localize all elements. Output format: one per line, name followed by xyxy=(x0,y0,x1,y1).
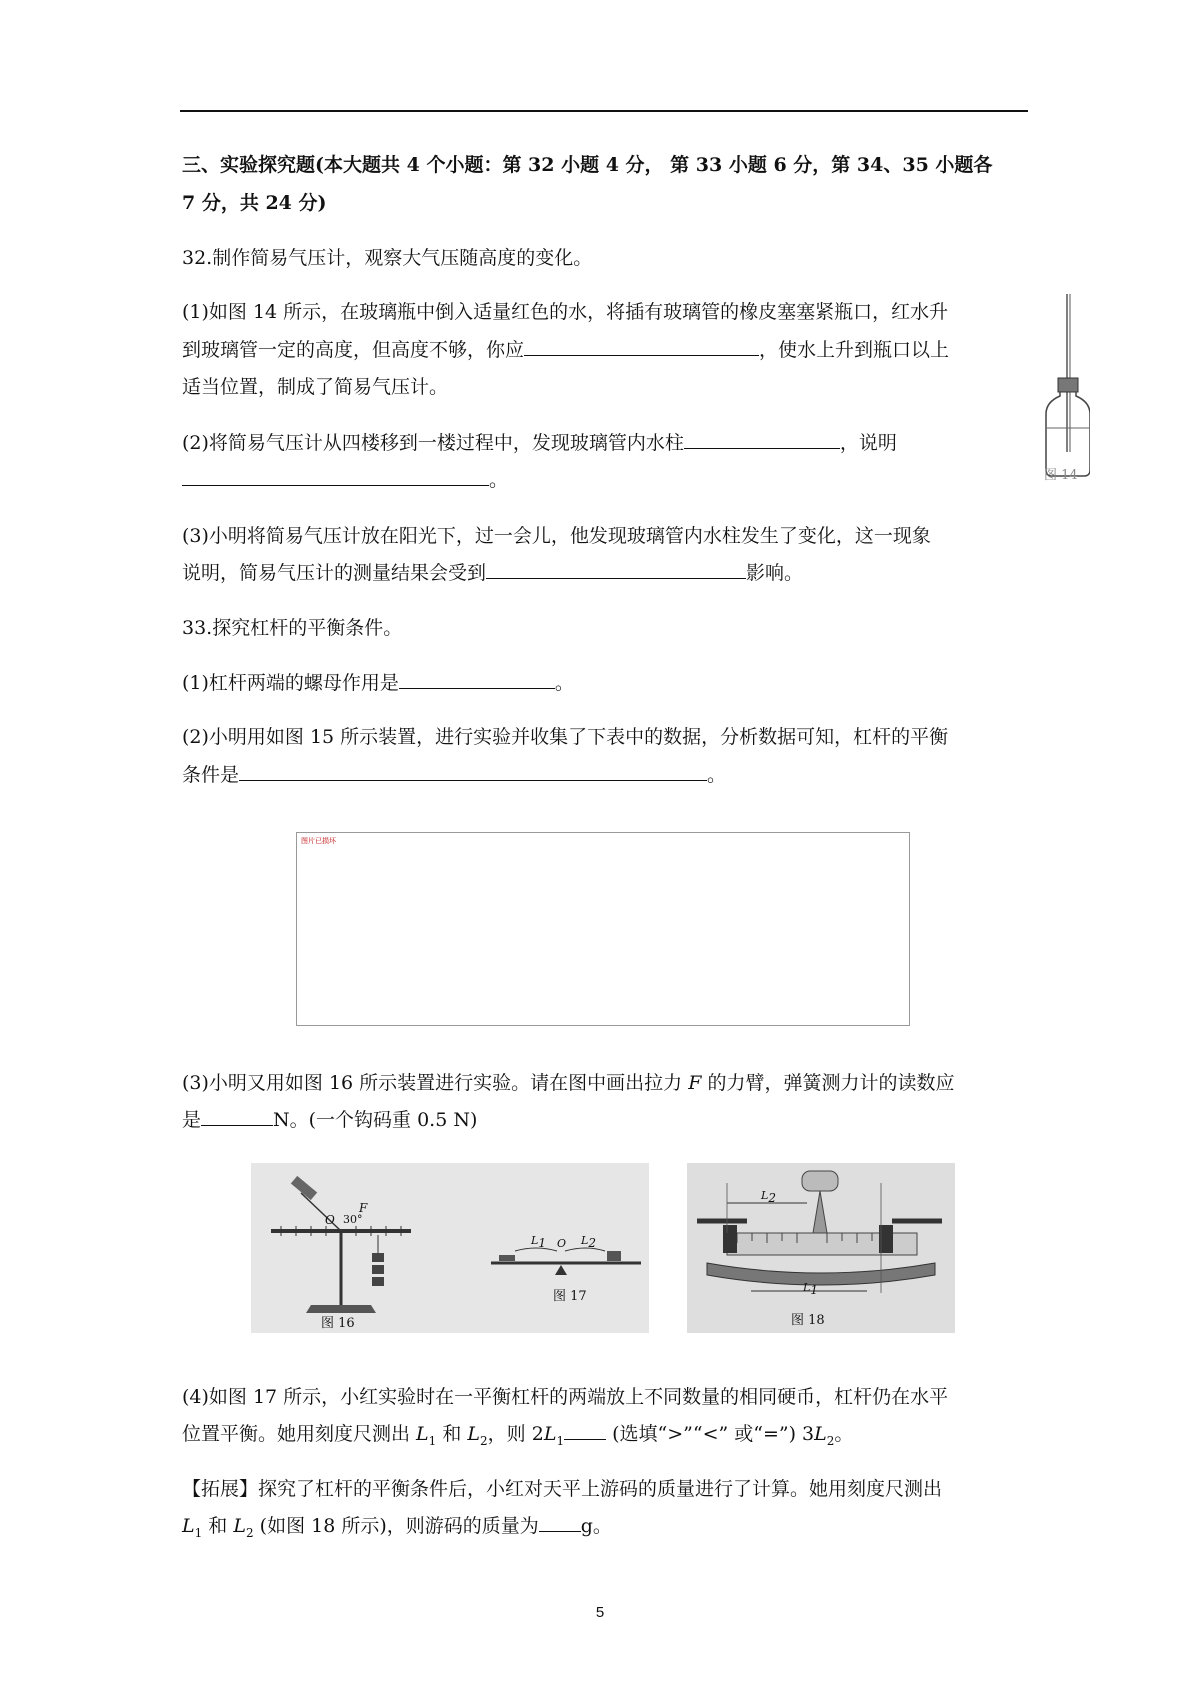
fig17-o-label: O xyxy=(557,1237,567,1250)
figure-14 xyxy=(1040,292,1090,492)
fig14-caption: 图 14 xyxy=(1044,468,1078,483)
section-title: 三、实验探究题(本大题共 4 个小题：第 32 小题 4 分， 第 33 小题 6 分，第 34、35 小题各 xyxy=(182,154,993,176)
q33-answer-blank-3[interactable] xyxy=(201,1107,273,1126)
q32-stem: 32.制作简易气压计，观察大气压随高度的变化。 xyxy=(182,247,593,269)
q33-answer-blank-4[interactable] xyxy=(564,1421,606,1440)
q32-part1-line2: 到玻璃管一定的高度，但高度不够，你应 ，使水上升到瓶口以上 xyxy=(182,339,950,361)
q33-part4-line2: 位置平衡。她用刻度尺测出 $L_1$ 和 $L_2$，则 $2L_1$ (选填“>”“<” 或“=”) $3L_2$。 xyxy=(182,1423,854,1448)
q32-answer-blank-2[interactable] xyxy=(684,430,840,449)
figure-16-17 xyxy=(251,1163,649,1333)
q32-part2-line1: (2)将简易气压计从四楼移到一楼过程中，发现玻璃管内水柱 ，说明 xyxy=(182,432,897,454)
fig16-caption: 图 16 xyxy=(321,1316,355,1331)
q33-part3-line2: 是 N。(一个钩码重 0.5 N) xyxy=(182,1109,478,1131)
balance-drawing xyxy=(687,1163,955,1333)
section-title-cont: 7 分，共 24 分) xyxy=(182,192,327,214)
q33-part2-line1: (2)小明用如图 15 所示装置，进行实验并收集了下表中的数据，分析数据可知，杠杆的平衡 xyxy=(182,726,949,748)
fig16-force-label: F xyxy=(359,1201,368,1215)
extension-line1: 【拓展】探究了杠杆的平衡条件后，小红对天平上游码的质量进行了计算。她用刻度尺测出 xyxy=(182,1478,943,1500)
fig18-l2-label: $L_2$ xyxy=(761,1189,776,1206)
broken-image-icon: 图片已损坏 xyxy=(301,838,336,845)
q33-stem: 33.探究杠杆的平衡条件。 xyxy=(182,617,403,639)
q33-part1: (1)杠杆两端的螺母作用是 。 xyxy=(182,672,574,694)
q32-answer-blank-1[interactable] xyxy=(524,337,759,356)
q32-part1-line3: 适当位置，制成了简易气压计。 xyxy=(182,376,449,398)
extension-answer-blank[interactable] xyxy=(539,1513,581,1532)
page-number: 5 xyxy=(595,1604,605,1621)
q32-part1-line1: (1)如图 14 所示，在玻璃瓶中倒入适量红色的水，将插有玻璃管的橡皮塞塞紧瓶口，红水升 xyxy=(182,301,949,323)
fig17-caption: 图 17 xyxy=(553,1289,587,1304)
q32-part3-line2: 说明，简易气压计的测量结果会受到 影响。 xyxy=(182,562,804,584)
extension-line2: $L_1$ 和 $L_2$ (如图 18 所示)，则游码的质量为 g。 xyxy=(182,1515,612,1540)
figure-18 xyxy=(687,1163,955,1333)
header-rule xyxy=(180,110,1028,112)
fig17-l2-label: $L_2$ xyxy=(581,1234,596,1251)
q32-part2-line2: 。 xyxy=(182,467,508,493)
fig16-pivot-label: O xyxy=(325,1213,335,1227)
data-table-image xyxy=(296,832,910,1026)
bottle-barometer-drawing xyxy=(1040,292,1090,492)
q33-part2-line2: 条件是 。 xyxy=(182,764,727,786)
fig16-angle-label: 30° xyxy=(343,1213,363,1226)
q33-part3-line1: (3)小明又用如图 16 所示装置进行实验。请在图中画出拉力 F 的力臂，弹簧测力计的读数应 xyxy=(182,1072,955,1094)
fig18-caption: 图 18 xyxy=(791,1313,825,1328)
fig17-l1-label: $L_1$ xyxy=(531,1234,546,1251)
q33-part4-line1: (4)如图 17 所示，小红实验时在一平衡杠杆的两端放上不同数量的相同硬币，杠杆仍在水平 xyxy=(182,1386,949,1408)
q33-answer-blank-1[interactable] xyxy=(399,670,555,689)
q32-part3-line1: (3)小明将简易气压计放在阳光下，过一会儿，他发现玻璃管内水柱发生了变化，这一现象 xyxy=(182,525,931,547)
q32-answer-blank-3[interactable] xyxy=(182,467,489,486)
fig18-l1-label: $L_1$ xyxy=(803,1281,818,1298)
q33-answer-blank-2[interactable] xyxy=(239,762,707,781)
q32-answer-blank-4[interactable] xyxy=(486,560,746,579)
